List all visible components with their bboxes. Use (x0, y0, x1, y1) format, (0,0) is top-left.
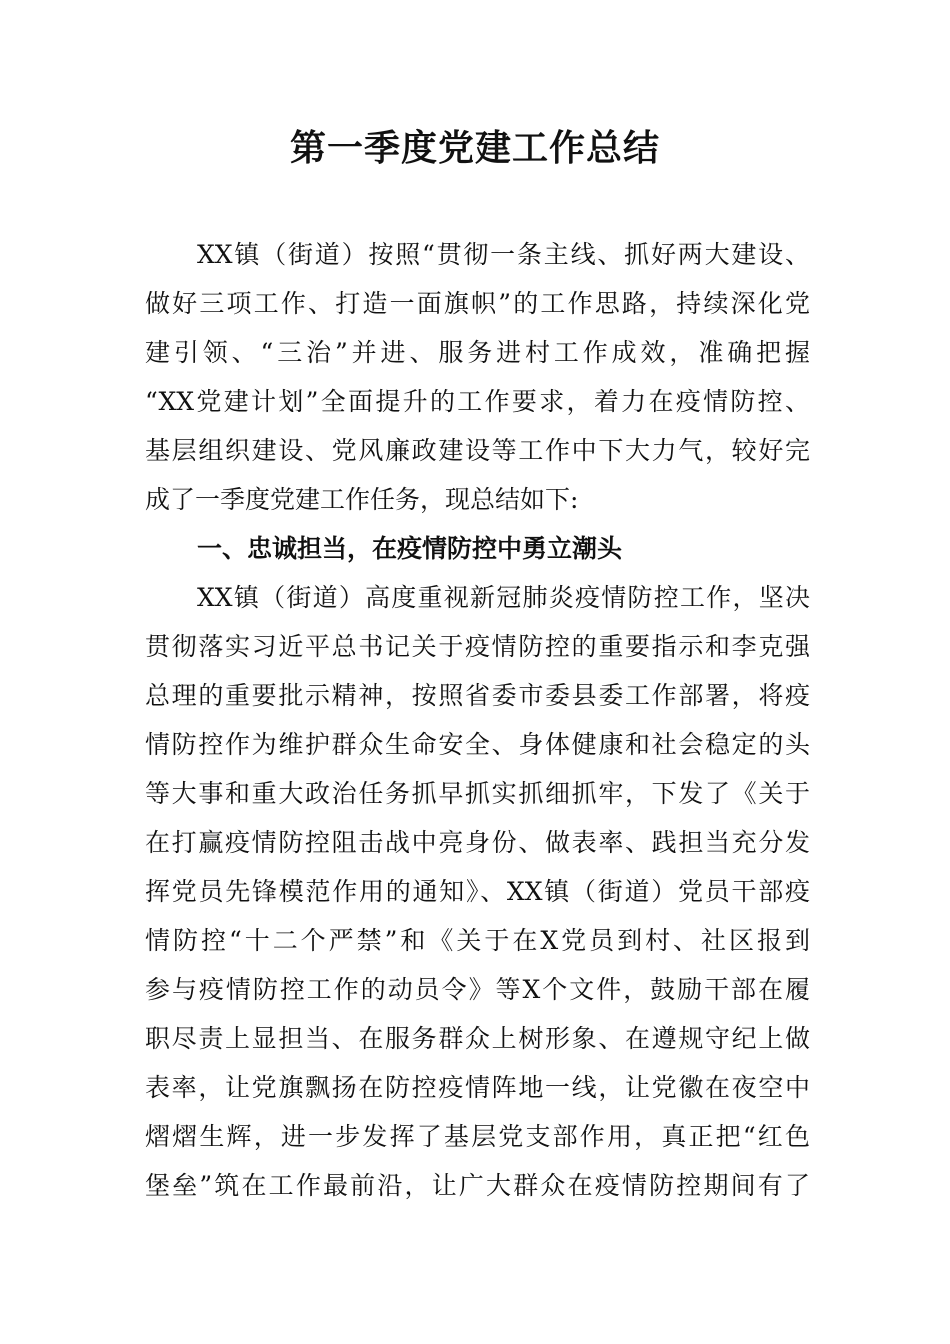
intro-line: XX镇（街道）按照“贯彻一条主线、抓好两大建设、 (197, 240, 810, 269)
document-body (145, 230, 810, 1210)
intro-line: 做好三项工作、打造一面旗帜”的工作思路，持续深化党 (145, 289, 810, 318)
section-line: 参与疫情防控工作的动员令》等X个文件，鼓励干部在履 (145, 975, 810, 1004)
intro-line: 建引领、“三治”并进、服务进村工作成效，准确把握 (145, 338, 810, 367)
intro-line: 成了一季度党建工作任务，现总结如下: (145, 485, 579, 514)
section-line: 在打赢疫情防控阻击战中亮身份、做表率、践担当充分发 (145, 828, 810, 857)
section-line: 情防控“十二个严禁”和《关于在X党员到村、社区报到 (145, 926, 810, 955)
section-line: 熠熠生辉，进一步发挥了基层党支部作用，真正把“红色 (145, 1122, 810, 1151)
section-heading: 一、忠诚担当，在疫情防控中勇立潮头 (197, 534, 623, 563)
section-line: 堡垒”筑在工作最前沿，让广大群众在疫情防控期间有了 (145, 1171, 810, 1200)
section-line: XX镇（街道）高度重视新冠肺炎疫情防控工作，坚决 (197, 583, 810, 612)
section-line: 挥党员先锋模范作用的通知》、XX镇（街道）党员干部疫 (145, 877, 810, 906)
section-line: 等大事和重大政治任务抓早抓实抓细抓牢，下发了《关于 (145, 779, 810, 808)
intro-line: “XX党建计划”全面提升的工作要求，着力在疫情防控、 (145, 387, 810, 416)
intro-line: 基层组织建设、党风廉政建设等工作中下大力气，较好完 (145, 436, 810, 465)
section-line: 职尽责上显担当、在服务群众上树形象、在遵规守纪上做 (145, 1024, 810, 1053)
section-line: 情防控作为维护群众生命安全、身体健康和社会稳定的头 (145, 730, 810, 759)
section-line: 表率，让党旗飘扬在防控疫情阵地一线，让党徽在夜空中 (145, 1073, 810, 1102)
document-title: 第一季度党建工作总结 (289, 127, 660, 169)
section-line: 总理的重要批示精神，按照省委市委县委工作部署，将疫 (145, 681, 810, 710)
section-line: 贯彻落实习近平总书记关于疫情防控的重要指示和李克强 (145, 632, 810, 661)
